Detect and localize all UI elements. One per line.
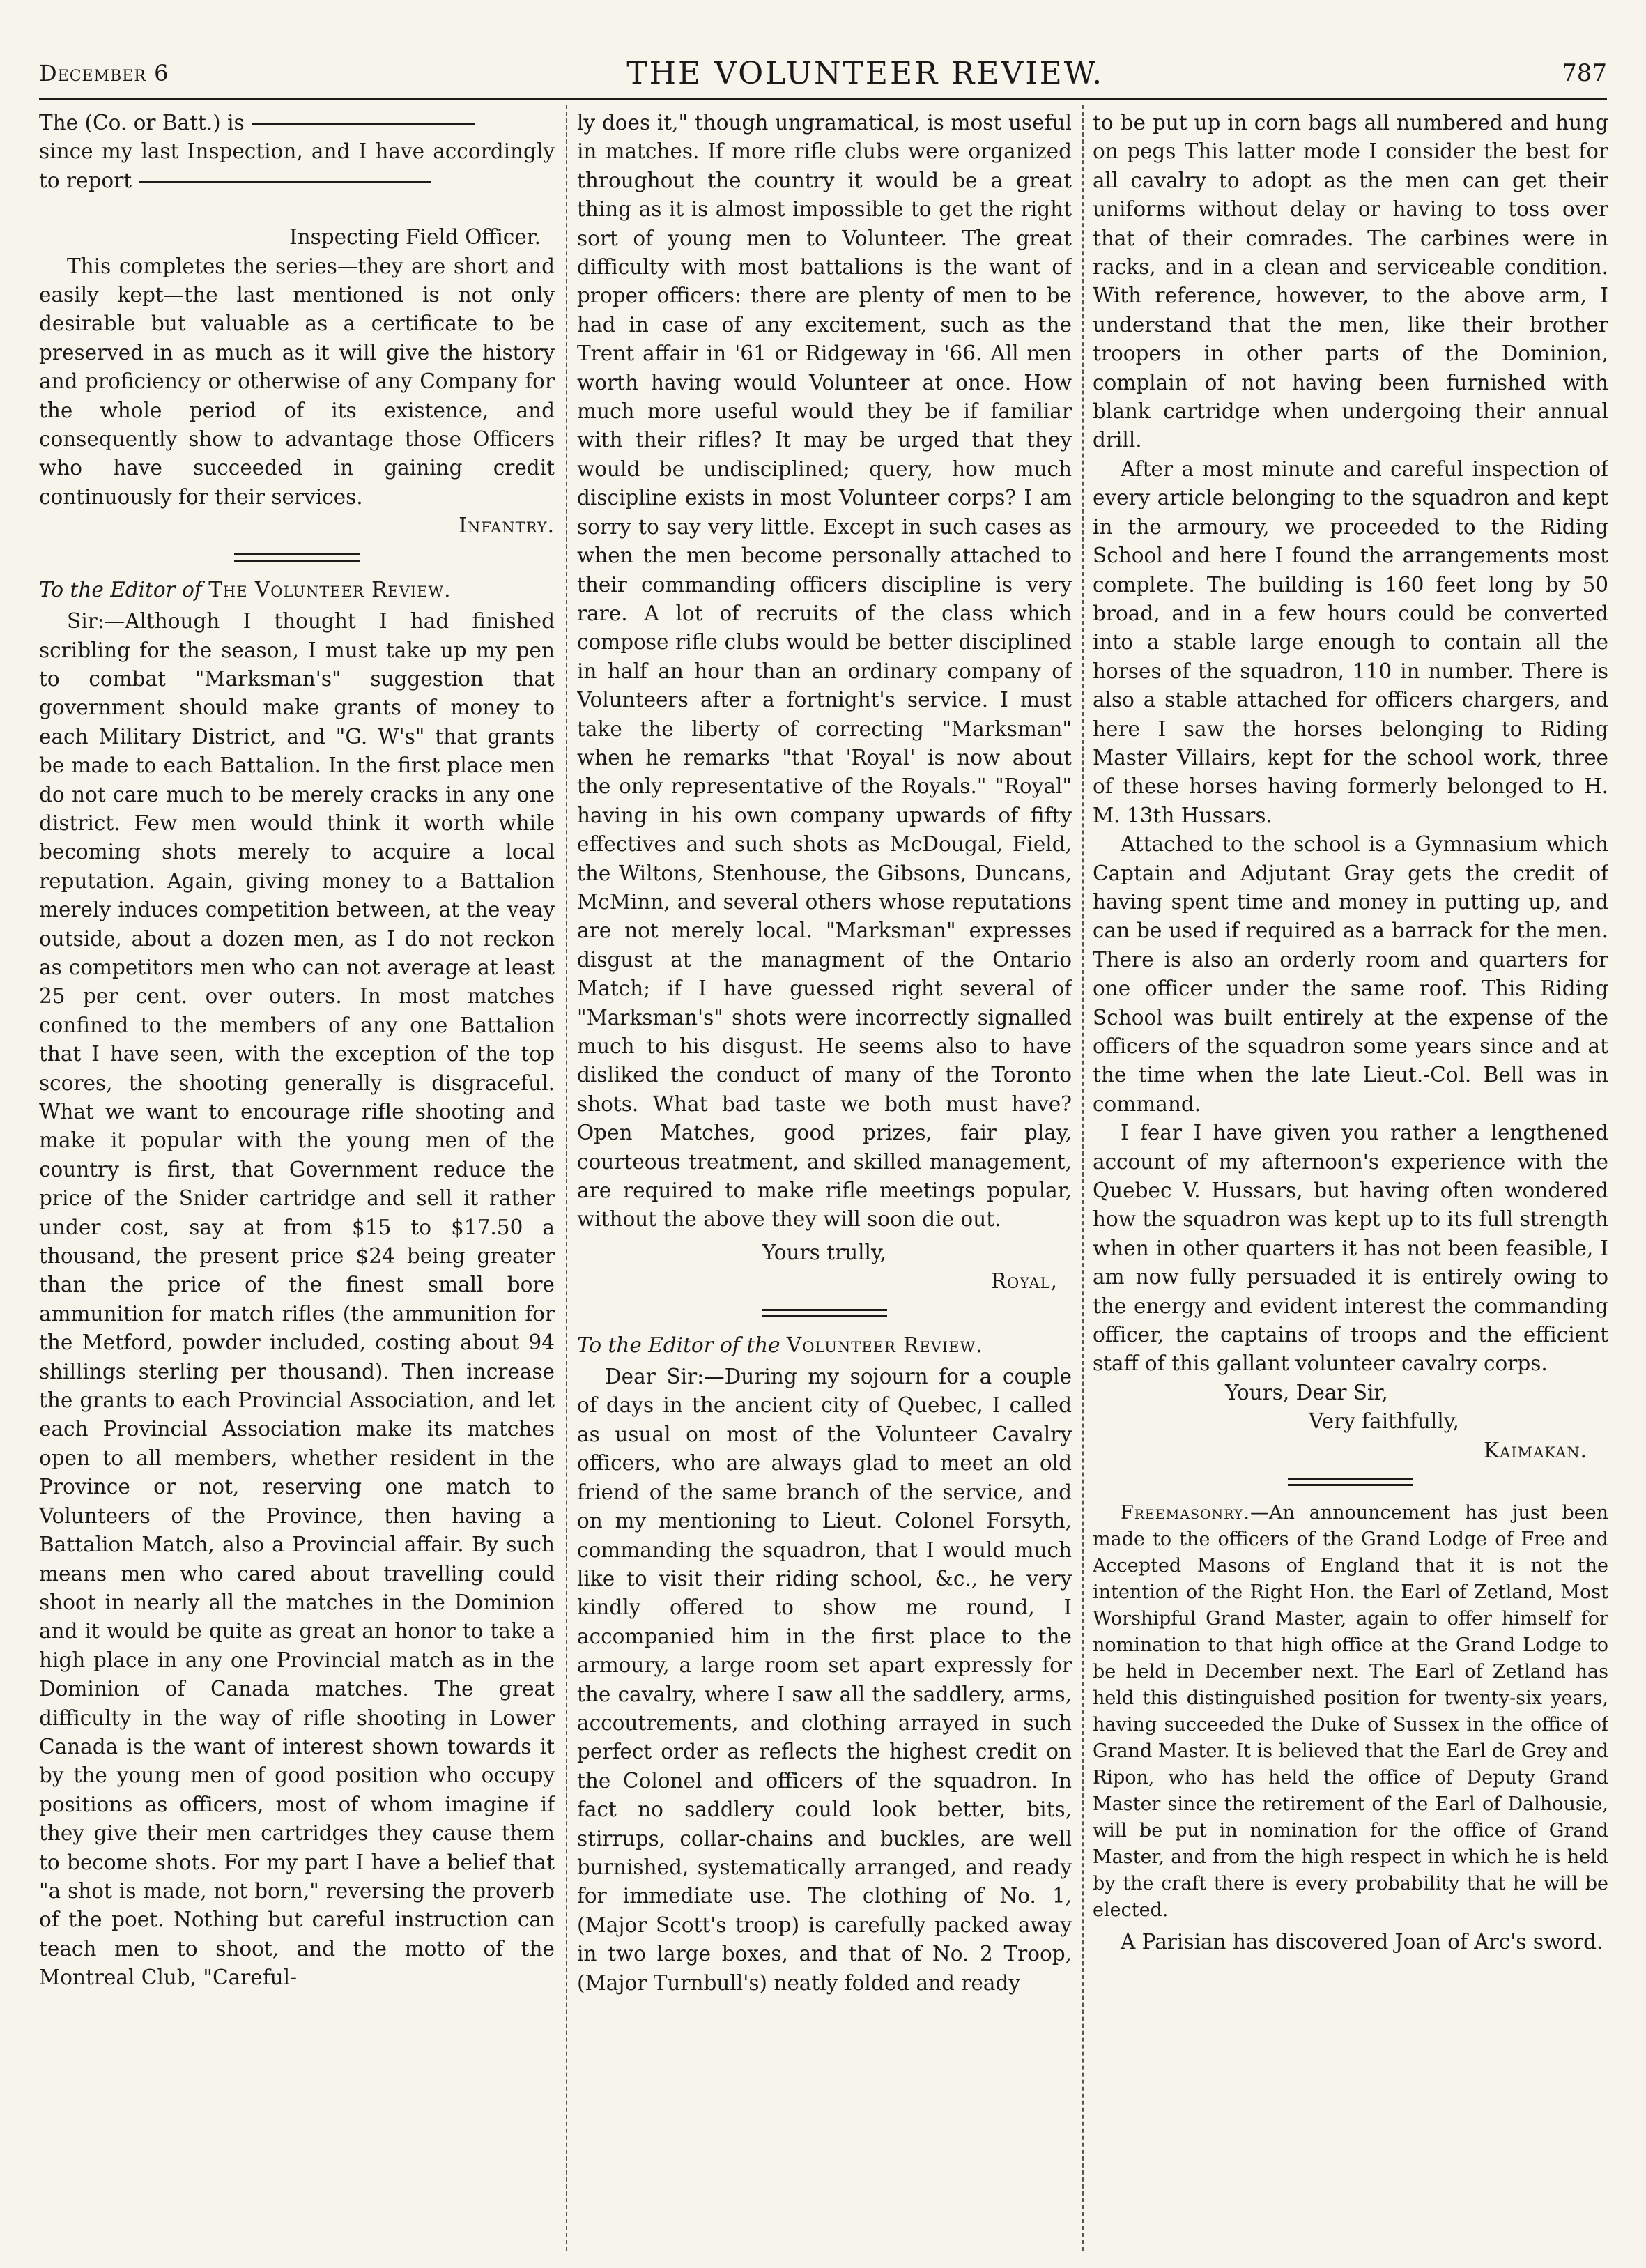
- letter-paragraph: After a most minute and careful inspection of every article belonging to the squadron and kept in the armoury, we proceeded to the Riding School and here I found the arrangements most complete. The building is 160 feet long by 50 broad, and in a few hours could be converted into a stable large enough to contain all the horses of the squadron, 110 in number. There is also a stable attached for officers chargers, and here I saw the horses belonging to Riding Master Villairs, kept for the school work, three of these horses having formerly belonged to H. M. 13th Hussars.: [1093, 457, 1608, 827]
- news-item: A Parisian has discovered Joan of Arc's sword.: [1121, 1930, 1603, 1954]
- letter-paragraph: Dear Sir:—During my sojourn for a couple of days in the ancient city of Quebec, I called as usual on most of the Volunteer Cavalry officers, who are always glad to meet an old friend of the same branch of the service, and on my mentioning to Lieut. Colonel Forsyth, commanding the squadron, that I would much like to visit their riding school, &c., he very kindly offered to show me round, I accompanied him in the first place to the armoury, a large room set apart expressly for the cavalry, where I saw all the saddlery, arms, accoutrements, and clothing arrayed in such perfect order as reflects the highest credit on the Colonel and officers of the squadron. In fact no saddlery could look better, bits, stirrups, collar-chains and buckles, are well burnished, systematically arranged, and ready for immediate use. The clothing of No. 1, (Major Scott's troop) is carefully packed away in two large boxes, and that of No. 2 Troop, (Major Turnbull's) neatly folded and ready: [577, 1365, 1072, 1995]
- signature-office: Inspecting Field Officer.: [289, 225, 541, 250]
- news-item: Freemasonry.—An announcement has just been made to the officers of the Grand Lodge of Free and Accepted Masons of England that it is not the intention of the Right Hon. the Earl of Zetland, Most Worshipful Grand Master, again to offer himself for nomination to that high office at the Grand Lodge to be held in December next. The Earl of Zetland has held this distinguished position for twenty-six years, having succeeded the Duke of Sussex in the office of Grand Master. It is believed that the Earl de Grey and Ripon, who has held the office of Deputy Grand Master since the retirement of the Earl of Dalhousie, will be put in nomination for the office of Grand Master, and from the high respect in which he is held by the craft there is every probability that he will be elected.: [1093, 1502, 1608, 1922]
- column-divider: [1082, 105, 1084, 2251]
- signature: Royal,: [990, 1269, 1058, 1294]
- signature: Infantry.: [459, 514, 555, 538]
- blank-line: [139, 181, 431, 183]
- spacer: [39, 195, 555, 223]
- letter-paragraph: Sir:—Although I thought I had finished scribling for the season, I must take up my pen to combat "Marksman's" suggestion that government should make grants of money to each Military District, and "G. W's" that grants be made to each Battalion. In the first place men do not care much to be merely cracks in any one district. Few men would think it worth while becoming shots merely to acquire a local reputation. Again, giving money to a Battalion merely induces competition between, at the veay outside, about a dozen men, as I do not reckon as competitors men who can not average at least 25 per cent. over outers. In most matches confined to the members of any one Battalion that I have seen, with the exception of the top scores, the shooting generally is disgraceful. What we want to encourage rifle shooting and make it popular with the young men of the country is first, that Government reduce the price of the Snider cartridge and sell it rather under cost, say at from $15 to $17.50 a thousand, the present price $24 being greater than the price of the finest small bore ammunition for match rifles (the ammunition for the Metford, powder included, costing about 94 shillings sterling per thousand). Then increase the grants to each Provincial Association, and let each Provincial Association make its matches open to all members, whether resident in the Province or not, reserving one match to Volunteers of the Province, then having a Battalion Match, also a Provincial affair. By such means men who cared about travelling could shoot in nearly all the matches in the Dominion and it would be quite as great an honor to take a high place in any one Provincial match as in the Dominion of Canada matches. The great difficulty in the way of rifle shooting in Lower Canada is the want of interest shown towards it by the young men of good position who occupy positions as officers, most of whom imagine if they give their men cartridges they cause them to become shots. For my part I have a belief that "a shot is made, not born," reversing the proverb of the poet. Nothing but careful instruction can teach men to shoot, and the motto of the Montreal Club, "Careful-: [39, 609, 555, 1990]
- signature-closing: Yours, Dear Sir,: [1225, 1380, 1388, 1404]
- form-line: since my last Inspection, and I have accordingly to report: [39, 139, 555, 192]
- letter-paragraph: to be put up in corn bags all numbered and hung on pegs This latter mode I consider the best for all cavalry to adopt as the men can get their uniforms without delay or having to toss over that of their comrades. The carbines were in racks, and in a clean and serviceable condition. With reference, however, to the above arm, I understand that the men, like their brother troopers in other parts of the Dominion, complain of not having been furnished with blank cartridge when undergoing their annual drill.: [1093, 111, 1608, 452]
- issue-date: December 6: [39, 60, 169, 86]
- letter-paragraph: ly does it," though ungramatical, is most useful in matches. If more rifle clubs were organized throughout the country it would be a great thing as it is almost impossible to get the right sort of young men to Volunteer. The great difficulty with most battalions is the want of proper officers: there are plenty of men to be had in case of any excitement, such as the Trent affair in '61 or Ridgeway in '66. All men worth having would Volunteer at once. How much more useful would they be if familiar with their rifles? It may be urged that they would be undisciplined; query, how much discipline exists in most Volunteer corps? I am sorry to say very little. Except in such cases as when the men become personally attached to their commanding officers discipline is very rare. A lot of recruits of the class which compose rifle clubs would be better disciplined in half an hour than an ordinary company of Volunteers after a fortnight's service. I must take the liberty of correcting "Marksman" when he remarks "that 'Royal' is now about the only representative of the Royals." "Royal" having in his own company upwards of fifty effectives and such shots as McDougal, Field, the Wiltons, Stenhouse, the Gibsons, Duncans, McMinn, and several others whose reputations are not merely local. "Marksman" expresses disgust at the managment of the Ontario Match; if I have guessed right several of "Marksman's" shots were incorrectly signalled much to his disgust. He seems also to have disliked the conduct of many of the Toronto shots. What bad taste we both must have? Open Matches, good prizes, fair play, courteous treatment, and skilled management, are required to make rifle meetings popular, without the above they will soon die out.: [577, 111, 1072, 1232]
- section-rule: [762, 1309, 887, 1317]
- letter-heading: To the Editor of The Volunteer Review.: [39, 577, 452, 602]
- letter-paragraph: I fear I have given you rather a lengthened account of my afternoon's experience with the Quebec V. Hussars, but having often wondered how the squadron was kept up to its full strength when in other quarters it has not been feasible, I am now fully persuaded it is entirely owing to the energy and evident interest the commanding officer, the captains of troops and the efficient staff of this gallant volunteer cavalry corps.: [1093, 1121, 1608, 1376]
- letter-paragraph: Attached to the school is a Gymnasium which Captain and Adjutant Gray gets the credit of having spent time and money in putting up, and can be used if required as a barrack for the men. There is also an orderly room and quarters for one officer under the same roof. This Riding School was built entirely at the expense of the officers of the squadron some years since and at the time when the late Lieut.-Col. Bell was in command.: [1093, 832, 1608, 1116]
- page-header: [39, 49, 1607, 100]
- blank-line: [252, 123, 475, 125]
- section-rule: [1288, 1478, 1413, 1486]
- letter-heading: To the Editor of the Volunteer Review.: [577, 1333, 983, 1357]
- article-paragraph: This completes the series—they are short and easily kept—the last mentioned is not only desirable but valuable as a certificate to be preserved in as much as it will give the history and proficiency or otherwise of any Company for the whole period of its existence, and consequently show to advantage those Officers who have succeeded in gaining credit continuously for their services.: [39, 254, 555, 509]
- column-3: [1093, 109, 1608, 2242]
- signature-closing: Very faithfully,: [1309, 1409, 1459, 1434]
- publication-title: THE VOLUNTEER REVIEW.: [626, 55, 1105, 91]
- signature: Kaimakan.: [1484, 1438, 1587, 1462]
- form-line: The (Co. or Batt.) is: [39, 109, 555, 137]
- page-number: 787: [1562, 59, 1607, 87]
- column-divider: [566, 105, 567, 2251]
- signature-closing: Yours trully,: [762, 1240, 887, 1264]
- column-1: [39, 109, 555, 2242]
- section-rule: [234, 553, 360, 562]
- column-2: [577, 109, 1072, 2242]
